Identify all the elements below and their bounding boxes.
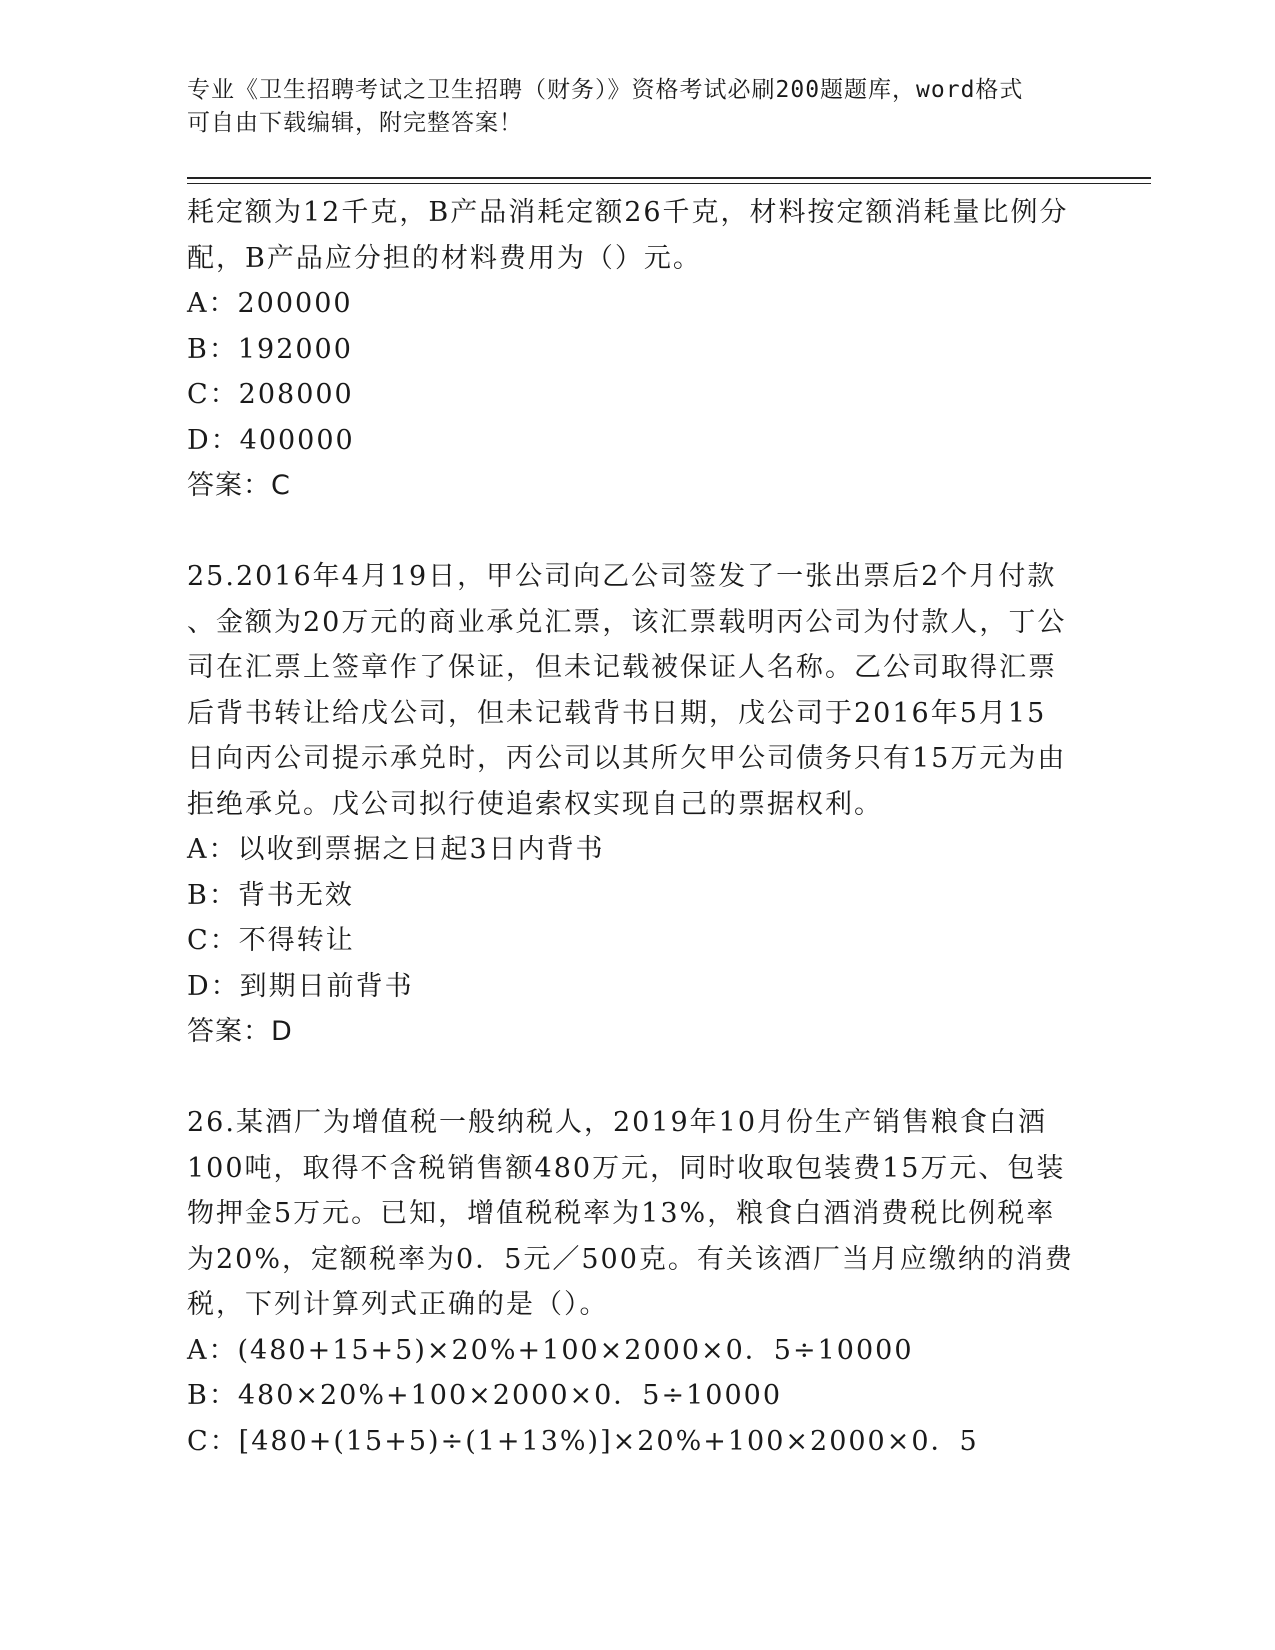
option-c: C：[480+(15+5)÷(1+13%)]×20%+100×2000×0．5	[187, 1425, 979, 1457]
question-stem-line: 税，下列计算列式正确的是（）。	[187, 1289, 609, 1320]
spacer	[187, 1055, 1087, 1101]
option-c: C：208000	[187, 379, 354, 410]
question-stem-line: 25.2016年4月19日，甲公司向乙公司签发了一张出票后2个月付款	[187, 561, 1057, 592]
question-24	[187, 190, 1087, 509]
question-stem-line: 配，B产品应分担的材料费用为（）元。	[187, 242, 702, 274]
header-line-2: 可自由下载编辑，附完整答案！	[187, 110, 523, 136]
question-26	[187, 1100, 1087, 1464]
question-stem-line: 日向丙公司提示承兑时，丙公司以其所欠甲公司债务只有15万元为由	[187, 743, 1067, 774]
question-25	[187, 554, 1087, 1055]
question-stem-line: 司在汇票上签章作了保证，但未记载被保证人名称。乙公司取得汇票	[187, 652, 1057, 683]
question-stem-line: 耗定额为12千克，B产品消耗定额26千克，材料按定额消耗量比例分	[187, 197, 1069, 228]
question-stem-line: 拒绝承兑。戊公司拟行使追索权实现自己的票据权利。	[187, 788, 883, 820]
question-stem-line: 物押金5万元。已知，增值税税率为13%，粮食白酒消费税比例税率	[187, 1198, 1056, 1229]
option-d: D：400000	[187, 424, 355, 456]
question-content	[187, 190, 1087, 1464]
header-rule-thick	[187, 177, 1151, 179]
question-stem-line: 后背书转让给戊公司，但未记载背书日期，戊公司于2016年5月15	[187, 697, 1047, 729]
option-c: C：不得转让	[187, 925, 355, 956]
document-header	[187, 74, 1087, 140]
question-stem-line: 、金额为20万元的商业承兑汇票，该汇票载明丙公司为付款人，丁公	[187, 606, 1067, 638]
spacer	[187, 509, 1087, 555]
question-stem-line: 26.某酒厂为增值税一般纳税人，2019年10月份生产销售粮食白酒	[187, 1107, 1048, 1138]
option-d: D：到期日前背书	[187, 970, 414, 1002]
option-a: A：200000	[187, 288, 353, 319]
option-a: A：(480+15+5)×20%+100×2000×0．5÷10000	[187, 1334, 914, 1366]
option-a: A：以收到票据之日起3日内背书	[187, 834, 605, 865]
answer-label: 答案：C	[187, 470, 291, 501]
question-stem-line: 为20%，定额税率为0．5元／500克。有关该酒厂当月应缴纳的消费	[187, 1243, 1074, 1275]
header-line-1: 专业《卫生招聘考试之卫生招聘（财务）》资格考试必刷200题题库，word格式	[187, 77, 1024, 103]
option-b: B：480×20%+100×2000×0．5÷10000	[187, 1380, 782, 1411]
header-rule-thin	[187, 183, 1151, 184]
question-stem-line: 100吨，取得不含税销售额480万元，同时收取包装费15万元、包装	[187, 1152, 1066, 1184]
option-b: B：192000	[187, 333, 353, 365]
answer-label: 答案：D	[187, 1016, 293, 1047]
option-b: B：背书无效	[187, 879, 354, 911]
